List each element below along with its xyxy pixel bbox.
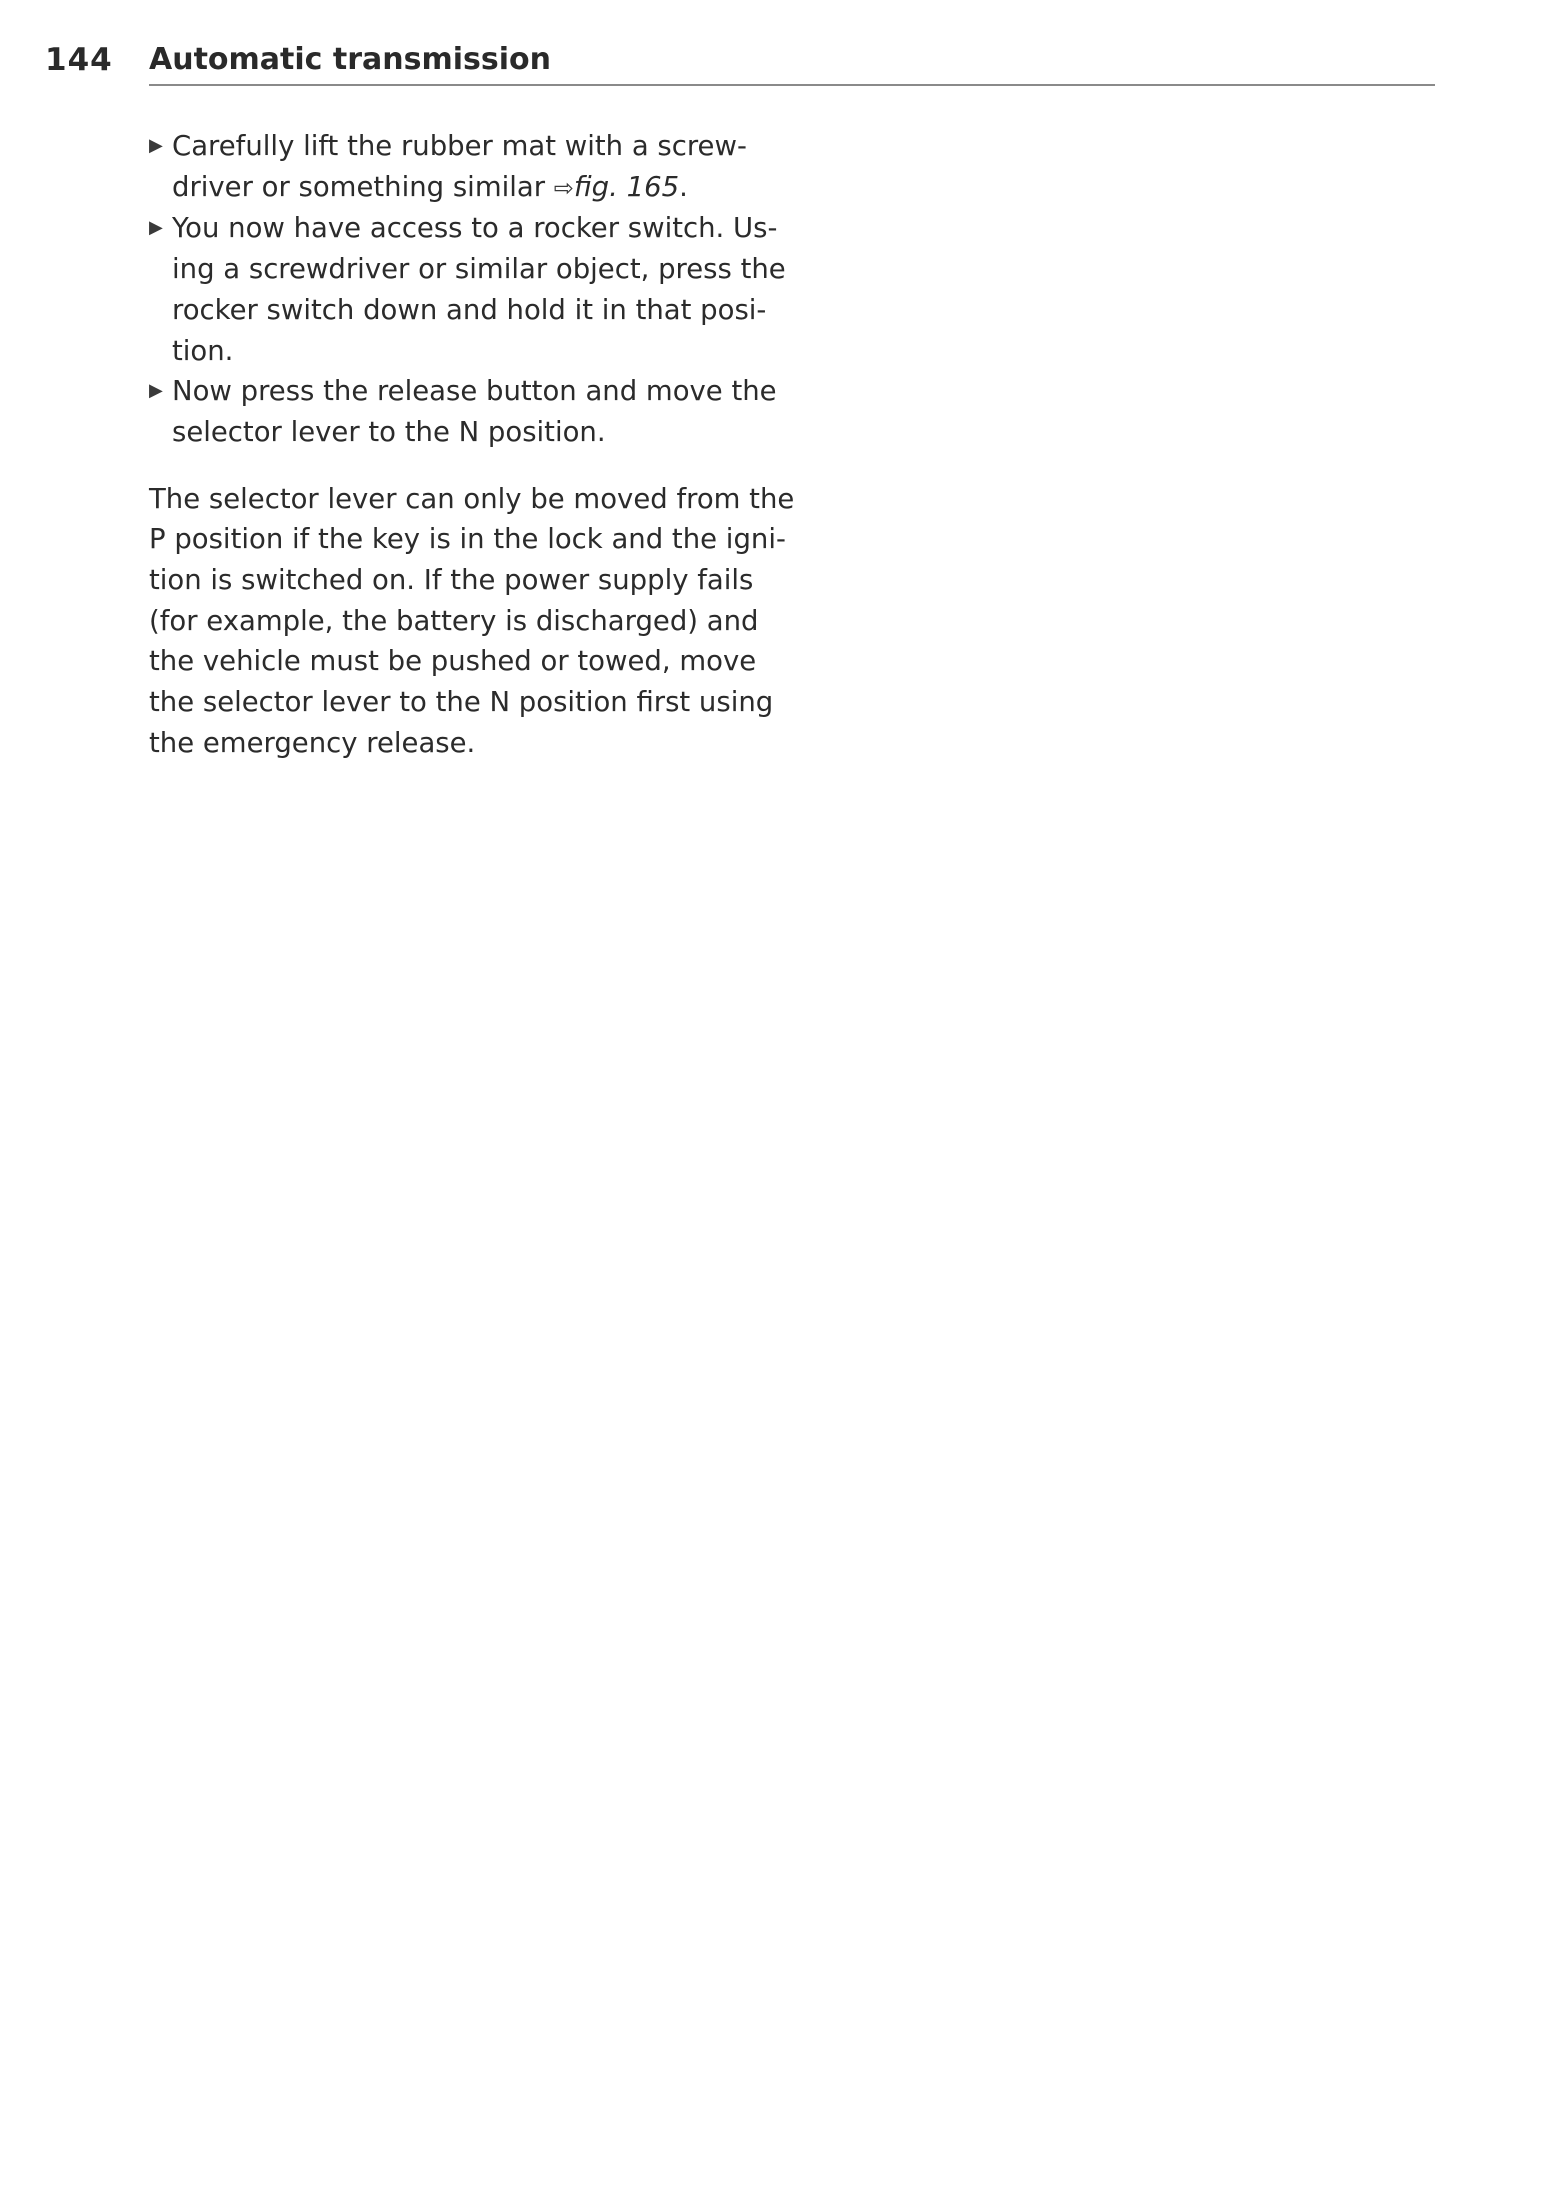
content bbox=[149, 126, 795, 764]
page-header bbox=[45, 36, 1435, 86]
step-line: selector lever to the N position. bbox=[172, 415, 606, 448]
body-paragraph bbox=[149, 479, 795, 764]
triangle-right-icon: ▶ bbox=[149, 380, 163, 402]
header-rule bbox=[149, 84, 1435, 86]
arrow-right-outline-icon: ⇨ bbox=[553, 173, 574, 202]
step-line-suffix: . bbox=[679, 170, 688, 203]
figure-reference-link[interactable]: fig. 165 bbox=[573, 170, 680, 203]
paragraph-line: the emergency release. bbox=[149, 726, 476, 759]
instruction-step bbox=[149, 126, 769, 208]
step-line: tion. bbox=[172, 334, 234, 367]
page-number: 144 bbox=[45, 42, 113, 78]
triangle-right-icon: ▶ bbox=[149, 135, 163, 156]
step-line: Carefully lift the rubber mat with a screw- bbox=[172, 130, 747, 162]
triangle-right-icon: ▶ bbox=[149, 217, 163, 239]
section-title: Automatic transmission bbox=[149, 42, 551, 77]
step-line bbox=[172, 167, 769, 209]
paragraph-line: the vehicle must be pushed or towed, move bbox=[149, 645, 757, 678]
step-line: You now have access to a rocker switch. Us- bbox=[172, 212, 778, 245]
paragraph-line: The selector lever can only be moved from the bbox=[149, 482, 795, 515]
step-line: Now press the release button and move the bbox=[172, 375, 777, 408]
paragraph-line: (for example, the battery is discharged) and bbox=[149, 604, 759, 637]
step-line-text: driver or something similar bbox=[172, 170, 554, 203]
paragraph-line: P position if the key is in the lock and the igni- bbox=[149, 523, 786, 556]
step-line: ing a screwdriver or similar object, press the bbox=[172, 253, 786, 286]
paragraph-line: the selector lever to the N position first using bbox=[149, 686, 774, 719]
instruction-step bbox=[149, 371, 777, 452]
paragraph-line: tion is switched on. If the power supply fails bbox=[149, 564, 754, 597]
step-line: rocker switch down and hold it in that posi- bbox=[172, 293, 767, 326]
instruction-step bbox=[149, 208, 786, 371]
instruction-steps bbox=[149, 126, 786, 453]
